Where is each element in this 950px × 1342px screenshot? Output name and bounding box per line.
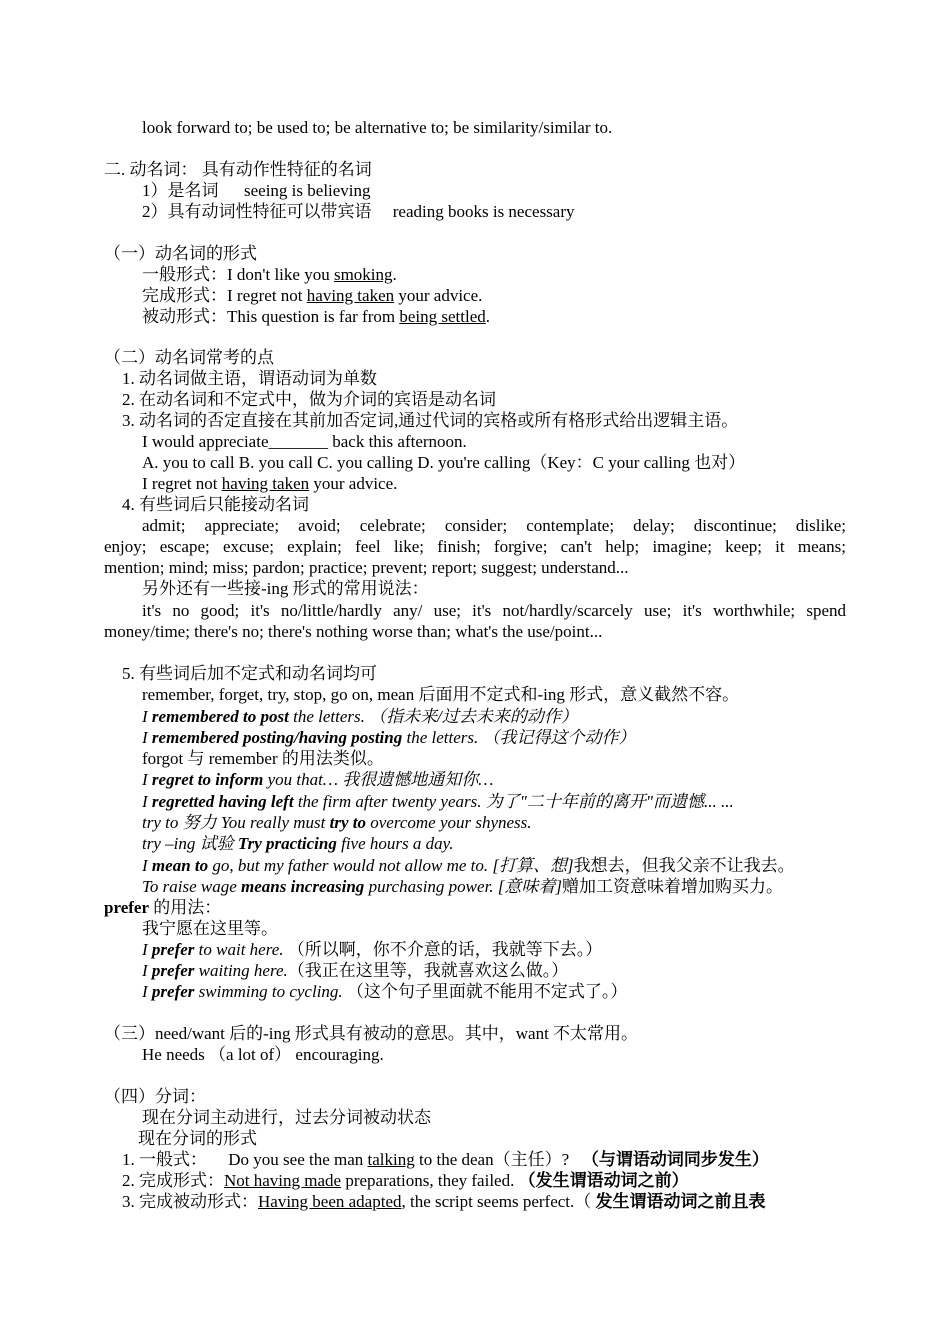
translation-text: （所以啊，你不介意的话，我就等下去。） xyxy=(283,940,603,959)
line-text: I regret not xyxy=(142,474,222,493)
line-text: money/time; there's no; there's nothing worse than; what's the use/point... xyxy=(104,622,603,641)
example-line xyxy=(142,855,795,876)
line-text: A. you to call B. you call C. you calling D. you're calling（Key：C your calling 也对） xyxy=(142,453,746,472)
subsection-heading xyxy=(104,347,274,368)
bold-phrase: prefer xyxy=(151,961,195,980)
section-heading xyxy=(104,897,221,918)
line-text: I xyxy=(142,770,152,789)
bold-phrase: prefer xyxy=(104,898,149,917)
line-text: look forward to; be used to; be alternative to; be similarity/similar to. xyxy=(142,118,613,137)
bold-note: （与谓语动词同步发生） xyxy=(590,1150,769,1169)
underlined-text: smoking xyxy=(333,265,393,284)
line-text: , the script seems perfect.（ xyxy=(401,1192,596,1211)
line-text: your advice. xyxy=(394,286,483,305)
line-text: swimming to cycling. xyxy=(194,982,343,1001)
bold-phrase: try to xyxy=(329,813,366,832)
list-item xyxy=(122,494,309,515)
line-text: I xyxy=(142,982,152,1001)
bold-phrase: means increasing xyxy=(241,877,365,896)
example-line xyxy=(142,833,454,854)
line-text: preparations, they failed. xyxy=(341,1171,519,1190)
example-line xyxy=(142,706,578,727)
underlined-text: Having been adapted xyxy=(258,1192,402,1211)
text-line xyxy=(142,306,490,327)
heading-text: 的用法： xyxy=(149,898,222,917)
line-text: 一般形式：I don't like you xyxy=(142,265,334,284)
subsection-heading xyxy=(104,1086,206,1107)
line-text: forgot 与 remember 的用法类似。 xyxy=(142,749,384,768)
heading-text: （四）分词： xyxy=(104,1087,206,1106)
text-line xyxy=(142,1107,431,1128)
bold-phrase: mean to xyxy=(151,856,209,875)
text-line xyxy=(142,285,482,306)
line-text: admit; appreciate; avoid; celebrate; consider; contemplate; delay; discontinue; dislike; xyxy=(142,516,846,535)
line-text: I would appreciate_______ back this afternoon. xyxy=(142,432,467,451)
text-line xyxy=(142,180,371,201)
line-text: 2. 在动名词和不定式中，做为介词的宾语是动名词 xyxy=(122,390,496,409)
translation-text: （我正在这里等，我就喜欢这么做。） xyxy=(287,961,569,980)
list-item xyxy=(122,663,377,684)
example-line xyxy=(142,769,493,790)
bold-phrase: regret to inform xyxy=(151,770,264,789)
bold-phrase: prefer xyxy=(151,982,195,1001)
line-text: 被动形式：This question is far from xyxy=(142,307,400,326)
line-text: the letters. （我记得这个动作） xyxy=(402,728,636,747)
line-text: the letters. （指未来/过去未来的动作） xyxy=(288,707,578,726)
text-line xyxy=(104,515,846,536)
line-text: waiting here. xyxy=(194,961,288,980)
line-text: He needs （a lot of） encouraging. xyxy=(142,1045,384,1064)
heading-text: （三）need/want 后的-ing 形式具有被动的意思。其中，want 不太常用。 xyxy=(104,1024,639,1043)
subsection-heading xyxy=(104,243,257,264)
bold-note: 发生谓语动词之前且表 xyxy=(595,1192,766,1211)
line-text: the firm after twenty years. 为了"二十年前的离开"而遗憾... ... xyxy=(293,792,734,811)
text-line xyxy=(104,557,629,578)
line-text: 1）是名词 seeing is believing xyxy=(142,181,371,200)
line-text: I xyxy=(142,728,152,747)
list-item xyxy=(122,389,496,410)
underlined-text: Not having made xyxy=(224,1171,342,1190)
example-line xyxy=(142,791,734,812)
line-text: 3. 完成被动形式： xyxy=(122,1192,258,1211)
line-text: 1. 一般式： Do you see the man xyxy=(122,1150,368,1169)
line-text: remember, forget, try, stop, go on, mean 后面用不定式和-ing 形式，意义截然不容。 xyxy=(142,685,740,704)
underlined-text: being settled xyxy=(399,307,486,326)
bold-phrase: Try practicing xyxy=(237,834,337,853)
example-line xyxy=(142,812,532,833)
underlined-text: talking xyxy=(367,1150,415,1169)
example-line xyxy=(142,960,568,981)
text-line xyxy=(142,201,575,222)
text-line xyxy=(142,431,467,452)
line-text: . xyxy=(485,307,490,326)
line-text: 完成形式：I regret not xyxy=(142,286,307,305)
text-line xyxy=(142,473,397,494)
text-line xyxy=(104,536,846,557)
line-text: try –ing 试验 xyxy=(142,834,238,853)
line-text: . xyxy=(392,265,397,284)
line-text: I xyxy=(142,707,152,726)
text-line xyxy=(142,117,612,138)
bold-phrase: regretted having left xyxy=(151,792,294,811)
underlined-text: having taken xyxy=(306,286,395,305)
line-text: I xyxy=(142,961,152,980)
text-line xyxy=(104,621,602,642)
line-text: I xyxy=(142,940,152,959)
translation-text: 我想去，但我父亲不让我去。 xyxy=(573,856,795,875)
list-item xyxy=(122,1149,769,1170)
example-line xyxy=(142,939,602,960)
line-text: overcome your shyness. xyxy=(366,813,532,832)
heading-text: 二. 动名词： 具有动作性特征的名词 xyxy=(104,160,372,179)
bold-phrase: prefer xyxy=(151,940,195,959)
line-text: 5. 有些词后加不定式和动名词均可 xyxy=(122,664,377,683)
text-line xyxy=(142,578,429,599)
list-item xyxy=(122,1191,766,1212)
line-text: mention; mind; miss; pardon; practice; prevent; report; suggest; understand... xyxy=(104,558,629,577)
line-text: to wait here. xyxy=(194,940,284,959)
line-text: go, but my father would not allow me to. [打算、想] xyxy=(208,856,574,875)
line-text: 4. 有些词后只能接动名词 xyxy=(122,495,309,514)
underlined-text: having taken xyxy=(221,474,310,493)
translation-text: （这个句子里面就不能用不定式了。） xyxy=(342,982,628,1001)
line-text: 3. 动名词的否定直接在其前加否定词,通过代词的宾格或所有格形式给出逻辑主语。 xyxy=(122,411,739,430)
text-line xyxy=(142,452,745,473)
subsection-heading xyxy=(104,1023,638,1044)
line-text: five hours a day. xyxy=(336,834,454,853)
line-text: you that… 我很遗憾地通知你… xyxy=(263,770,494,789)
line-text: 另外还有一些接-ing 形式的常用说法： xyxy=(142,579,429,598)
text-line xyxy=(138,1128,257,1149)
text-line xyxy=(104,600,846,621)
line-text: it's no good; it's no/little/hardly any/ use; it's not/hardly/scarcely use; it's worthwhile; spend xyxy=(142,601,846,620)
text-line xyxy=(142,918,278,939)
heading-text: （二）动名词常考的点 xyxy=(104,348,274,367)
line-text: 2. 完成形式： xyxy=(122,1171,224,1190)
line-text: 现在分词主动进行，过去分词被动状态 xyxy=(142,1108,431,1127)
example-line xyxy=(142,981,627,1002)
bold-phrase: remembered to post xyxy=(151,707,289,726)
text-line xyxy=(142,748,384,769)
line-text: enjoy; escape; excuse; explain; feel like; finish; forgive; can't help; imagine; keep; it means; xyxy=(104,537,846,556)
heading-text: （一）动名词的形式 xyxy=(104,244,257,263)
list-item xyxy=(122,368,377,389)
example-line xyxy=(142,876,783,897)
line-text: purchasing power. [意味着] xyxy=(364,877,563,896)
list-item xyxy=(122,410,738,431)
line-text: To raise wage xyxy=(142,877,242,896)
line-text: try to 努力 You really must xyxy=(142,813,330,832)
line-text: 现在分词的形式 xyxy=(138,1129,257,1148)
list-item xyxy=(122,1170,689,1191)
text-line xyxy=(142,1044,384,1065)
line-text: I xyxy=(142,792,152,811)
translation-text: 赠加工资意味着增加购买力。 xyxy=(562,877,784,896)
text-line xyxy=(142,684,739,705)
line-text: to the dean（主任）? xyxy=(414,1150,591,1169)
line-text: 1. 动名词做主语，谓语动词为单数 xyxy=(122,369,377,388)
bold-note: （发生谓语动词之前） xyxy=(518,1171,689,1190)
section-heading xyxy=(104,159,372,180)
example-line xyxy=(142,727,635,748)
line-text: 我宁愿在这里等。 xyxy=(142,919,278,938)
bold-phrase: remembered posting/having posting xyxy=(151,728,403,747)
text-line xyxy=(142,264,397,285)
line-text: 2）具有动词性特征可以带宾语 reading books is necessary xyxy=(142,202,575,221)
line-text: I xyxy=(142,856,152,875)
line-text: your advice. xyxy=(309,474,398,493)
